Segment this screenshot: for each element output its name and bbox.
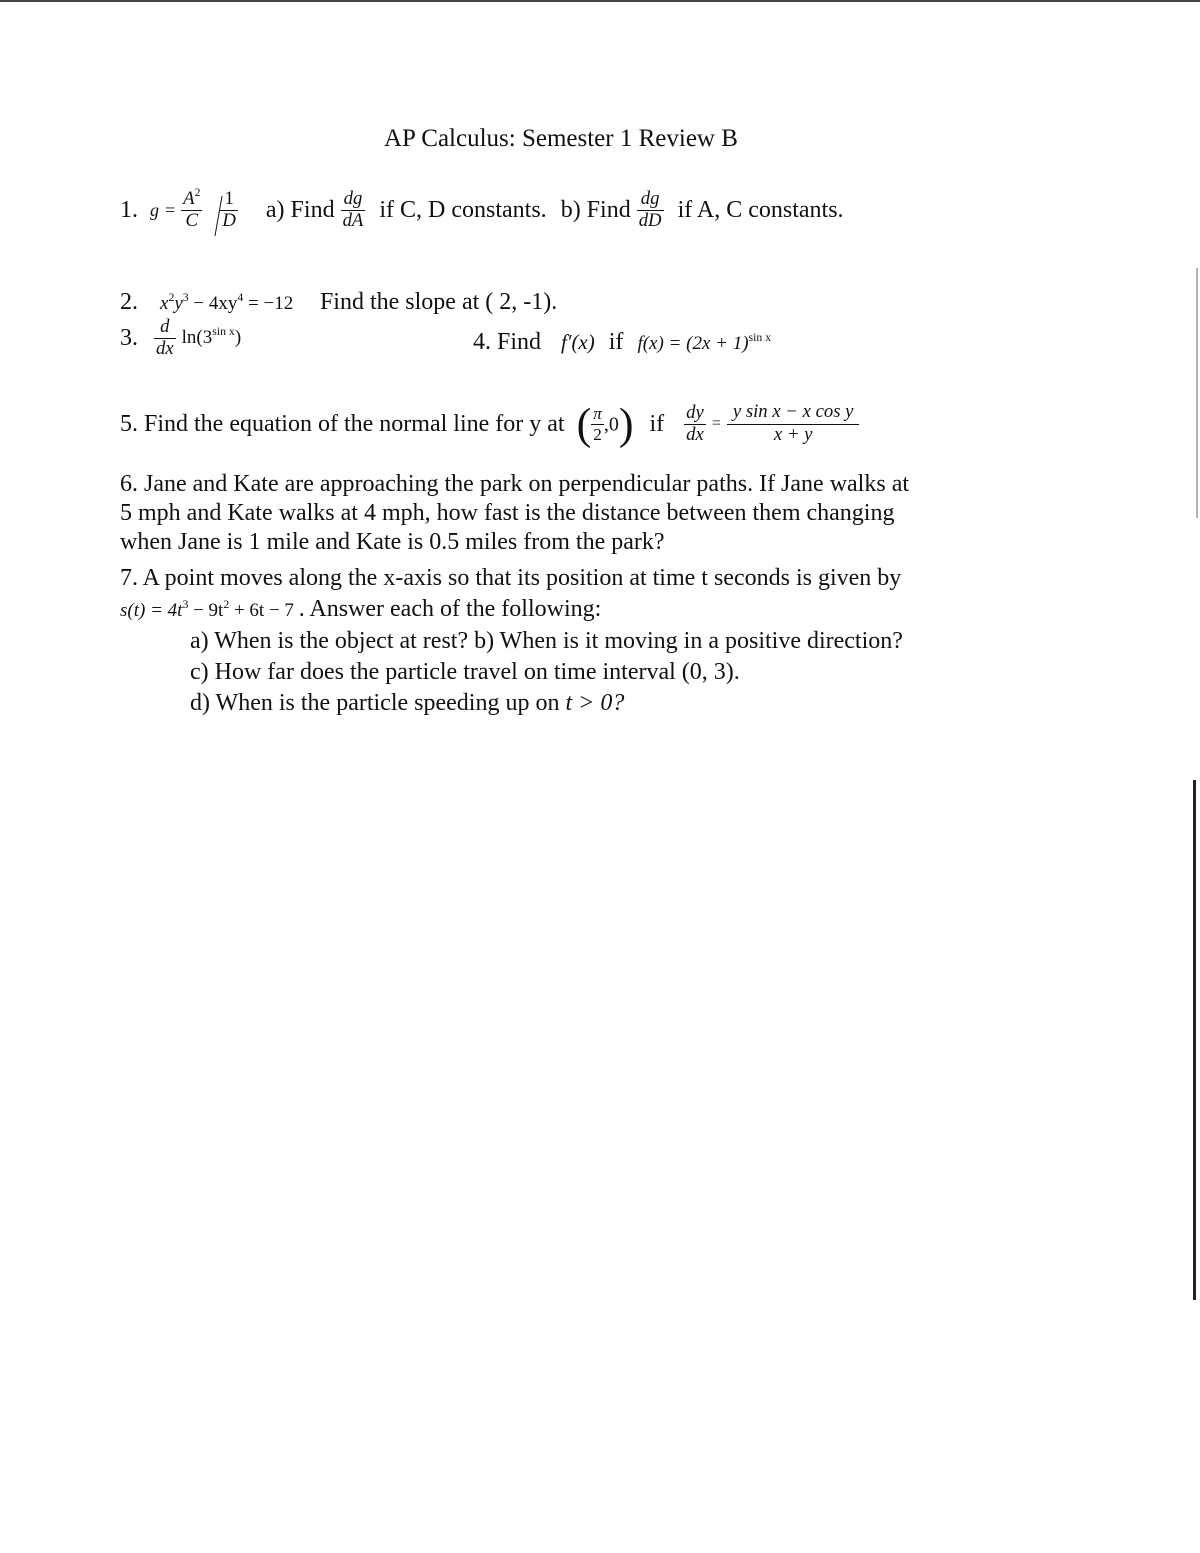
q1-number: 1.: [120, 197, 138, 224]
q1-sqrt: $\frac{1}{D}$: [208, 190, 238, 230]
q3-expression: $\ln(3^{sin x})$: [181, 325, 242, 349]
q2-number: 2.: [120, 289, 138, 315]
q1-condition-b: if A, C constants.: [677, 197, 844, 224]
q3-derivative-operator: $\frac{d}{dx}$: [156, 316, 174, 359]
q4-text: 4. Find: [473, 329, 542, 355]
q1-part-b: b) Find: [560, 197, 631, 224]
question-3: [120, 318, 241, 374]
q6-line-1: 6. Jane and Kate are approaching the park on perpendicular paths. If Jane walks at: [120, 471, 910, 497]
q2-equation: $x^2y^3 - 4xy^4 = -12$: [160, 291, 294, 314]
q3-number: 3.: [120, 325, 138, 352]
page-title: AP Calculus: Semester 1 Review B: [384, 125, 738, 152]
question-7: [120, 563, 903, 719]
q1-dg-dd: $\frac{dg}{dD}$: [638, 188, 662, 231]
q1-equals: =: [165, 200, 176, 221]
q5-if: if: [649, 411, 665, 437]
q1-g: g: [150, 200, 159, 221]
q5-text: 5. Find the equation of the normal line for y at: [120, 411, 565, 437]
q7-position-function: $s(t) = 4t^3 - 9t^2 + 6t - 7$: [120, 598, 294, 621]
q5-dydx: $\frac{dy}{dx}$: [686, 401, 704, 445]
q1-condition-a: if C, D constants.: [379, 197, 547, 224]
scan-top-edge: [0, 0, 1200, 2]
question-2: [120, 288, 557, 318]
question-6: [120, 470, 909, 557]
q5-point: ( $\frac{\pi}{2}$ ,0): [576, 399, 634, 448]
q5-equals: =: [711, 415, 721, 432]
q4-function: $f(x) = (2x + 1)^{sin x}$: [637, 331, 772, 354]
q5-rhs-fraction: $\frac{\text{y sin x − x cos y}}{x + y}$: [727, 403, 860, 444]
question-4: [473, 328, 771, 358]
q1-dg-da: $\frac{dg}{dA}$: [342, 188, 364, 231]
q1-part-a: a) Find: [265, 197, 335, 224]
q7-part-c: c) How far does the particle travel on time interval (0, 3).: [190, 659, 740, 685]
q7-part-ab: a) When is the object at rest? b) When is it moving in a positive direction?: [190, 628, 903, 654]
q7-line-1: 7. A point moves along the x-axis so that its position at time t seconds is given by: [120, 565, 902, 591]
q6-line-2: 5 mph and Kate walks at 4 mph, how fast is the distance between them changing: [120, 500, 895, 526]
q6-line-3: when Jane is 1 mile and Kate is 0.5 miles from the park?: [120, 529, 665, 555]
q7-part-d: d) When is the particle speeding up on t > 0?: [190, 690, 625, 716]
q4-if: if: [608, 329, 624, 355]
q4-fprime: f′(x): [561, 330, 595, 354]
q2-text: Find the slope at ( 2, -1).: [319, 289, 558, 315]
q1-fraction-a2-c: $\frac{A^2}{C}$: [183, 186, 201, 231]
question-5: [120, 399, 859, 462]
question-1: [120, 186, 844, 250]
scan-right-edge: [1193, 780, 1196, 1300]
q7-line-2: $s(t) = 4t^3 - 9t^2 + 6t - 7$ . Answer each of the following:: [120, 596, 602, 622]
scan-right-tick: [1196, 268, 1198, 518]
